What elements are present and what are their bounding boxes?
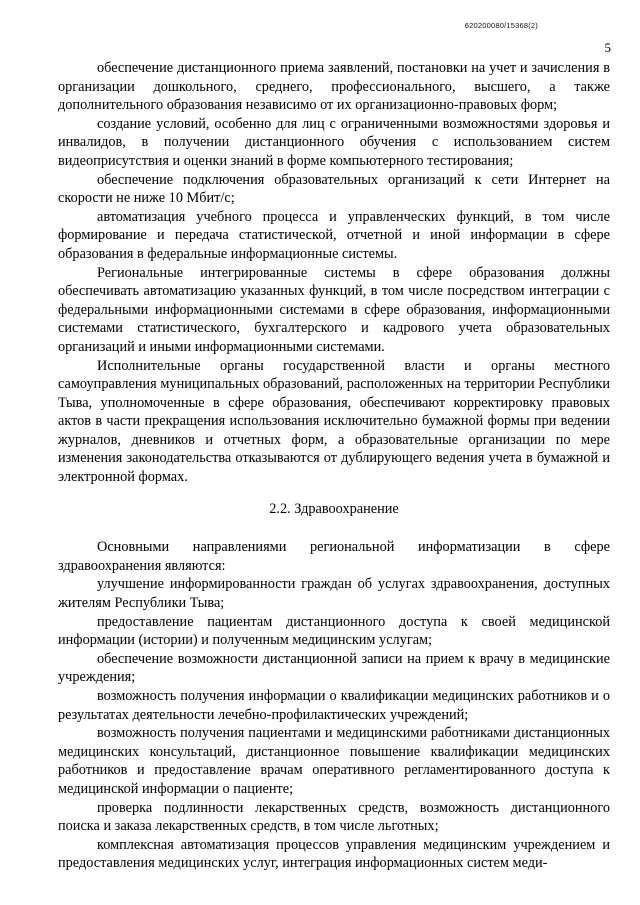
paragraph: Региональные интегрированные системы в сфере образования должны обеспечивать автоматизацию указанных функций, в том числе посредством интеграции с федеральными информационными системами в сфере образования, информационными системами статистического, бухгалтерского и кадрового учета образовательных организаций и иными информационными системами. xyxy=(58,264,610,355)
paragraph: Основными направлениями региональной информатизации в сфере здравоохранения являются: xyxy=(58,539,610,574)
paragraph: обеспечение возможности дистанционной записи на прием к врачу в медицинские учреждения; xyxy=(58,650,610,686)
paragraph: проверка подлинности лекарственных средств, возможность дистанционного поиска и заказа лекарственных средств, в том числе льготных; xyxy=(58,799,610,835)
document-body xyxy=(58,59,610,873)
page-number: 5 xyxy=(604,40,611,55)
paragraph: комплексная автоматизация процессов управления медицинским учреждением и предоставления медицинских услуг, интеграция информационных систем меди- xyxy=(58,836,610,872)
document-code: 620200080/15368(2) xyxy=(464,21,538,30)
section-heading: 2.2. Здравоохранение xyxy=(269,500,399,517)
paragraph: возможность получения пациентами и медицинскими работниками дистанционных медицинских консультаций, дистанционное повышение квалификации медицинских работников и предоставление врачам оперативного регламентированного доступа к медицинской информации о пациенте; xyxy=(58,725,610,797)
paragraph: автоматизация учебного процесса и управленческих функций, в том числе формирование и передача статистической, отчетной и иной информации в сфере образования в федеральные информационные системы. xyxy=(58,208,610,262)
paragraph: Исполнительные органы государственной власти и органы местного самоуправления муниципальных образований, расположенных на территории Республики Тыва, уполномоченные в сфере образования, обеспечивают корректировку правовых актов в части прекращения использования исключительно бумажной формы при ведении журналов, дневников и отчетных форм, а образовательные организации по мере изменения законодательства отказываются от дублирующего ведения учета в бумажной и электронной формах. xyxy=(58,357,610,486)
paragraph: возможность получения информации о квалификации медицинских работников и о результатах деятельности лечебно-профилактических учреждений; xyxy=(58,688,610,723)
paragraph: создание условий, особенно для лиц с ограниченными возможностями здоровья и инвалидов, в получении дистанционного обучения с использованием систем видеоприсутствия и оценки знаний в форме компьютерного тестирования; xyxy=(58,115,610,169)
paragraph: улучшение информированности граждан об услугах здравоохранения, доступных жителям Республики Тыва; xyxy=(58,576,610,612)
paragraph: обеспечение дистанционного приема заявлений, постановки на учет и зачисления в организации дошкольного, среднего, профессионального, высшего, а также дополнительного образования независимо от их организационно-правовых форм; xyxy=(58,60,610,114)
paragraph: предоставление пациентам дистанционного доступа к своей медицинской информации (истории) и полученным медицинским услугам; xyxy=(58,613,610,649)
paragraph: обеспечение подключения образовательных организаций к сети Интернет на скорости не ниже 10 Мбит/с; xyxy=(58,171,610,207)
